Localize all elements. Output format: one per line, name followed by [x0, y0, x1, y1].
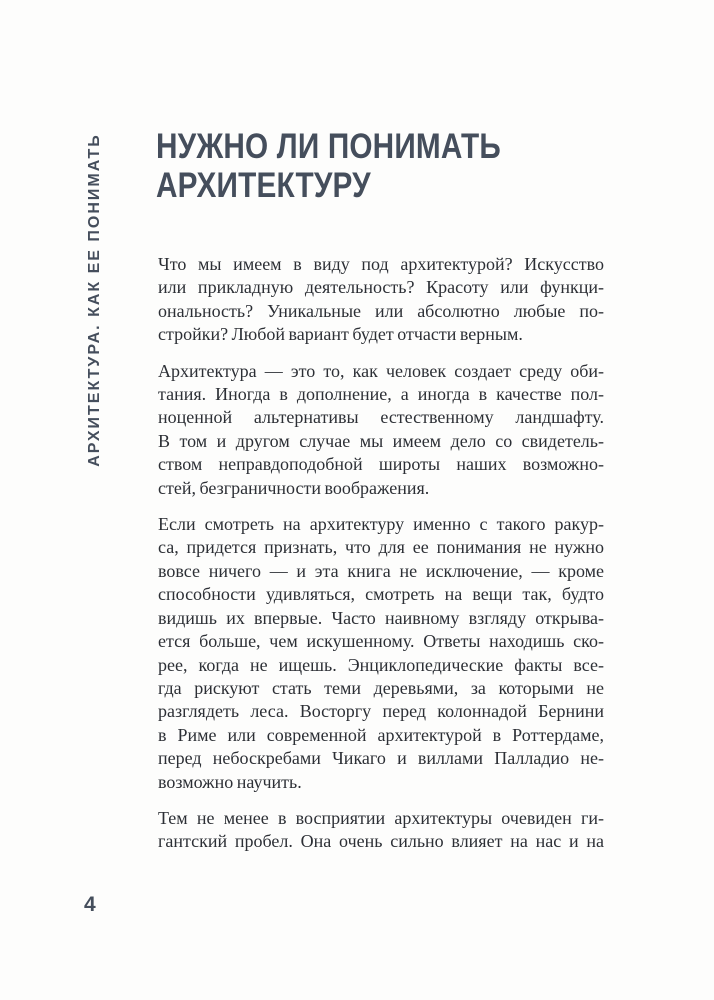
text-line: в Риме или современной архитектурой в Роттердаме, — [158, 724, 604, 745]
page-number: 4 — [84, 893, 96, 916]
page-title — [156, 127, 501, 205]
page-title-line-1: НУЖНО ЛИ ПОНИМАТЬ — [156, 127, 501, 166]
text-line: гда рискуют стать теми деревьями, за которыми не — [158, 677, 604, 698]
text-line: перед небоскребами Чикаго и виллами Палладио не- — [158, 748, 604, 769]
text-line: В том и другом случае мы имеем дело со свидетель- — [158, 430, 604, 451]
text-line: способности удивляться, смотреть на вещи так, будто — [158, 584, 604, 605]
text-line: Архитектура — это то, как человек создает среду оби- — [158, 360, 604, 381]
text-line: или прикладную деятельность? Красоту или функци- — [158, 277, 604, 298]
text-line: видишь их впервые. Часто наивному взгляду открыва- — [158, 607, 604, 628]
text-line: рее, когда не ищешь. Энциклопедические факты все- — [158, 654, 604, 675]
text-line: разглядеть леса. Восторгу перед колоннадой Бернини — [158, 701, 604, 722]
page-title-line-2: АРХИТЕКТУРУ — [156, 166, 371, 205]
text-line: ноценной альтернативы естественному ландшафту. — [158, 407, 604, 428]
text-line: Что мы имеем в виду под архитектурой? Искусство — [158, 254, 604, 274]
text-line: ством неправдоподобной широты наших возможно- — [158, 454, 604, 475]
paragraph — [158, 253, 604, 347]
text-line: ональность? Уникальные или абсолютно любые по- — [158, 300, 604, 321]
text-line: тания. Иногда в дополнение, а иногда в качестве пол- — [158, 384, 604, 405]
running-title-vertical: АРХИТЕКТУРА. КАК ЕЕ ПОНИМАТЬ — [86, 133, 103, 467]
body-text — [158, 253, 604, 867]
paragraph — [158, 360, 604, 500]
text-line: стей, безграничности воображения. — [158, 477, 430, 498]
text-line: вовсе ничего — и эта книга не исключение, — кроме — [158, 560, 604, 581]
paragraph — [158, 513, 604, 794]
text-line: гантский пробел. Она очень сильно влияет на нас и на — [158, 831, 604, 852]
text-line: са, придется признать, что для ее понимания не нужно — [158, 537, 604, 558]
text-line: возможно научить. — [158, 771, 302, 792]
text-line: Если смотреть на архитектуру именно с такого ракур- — [158, 514, 604, 535]
text-line: Тем не менее в восприятии архитектуры очевиден ги- — [158, 807, 604, 828]
paragraph — [158, 807, 604, 854]
text-line: ется больше, чем искушенному. Ответы находишь ско- — [158, 631, 604, 652]
text-line: стройки? Любой вариант будет отчасти верным. — [158, 324, 523, 345]
